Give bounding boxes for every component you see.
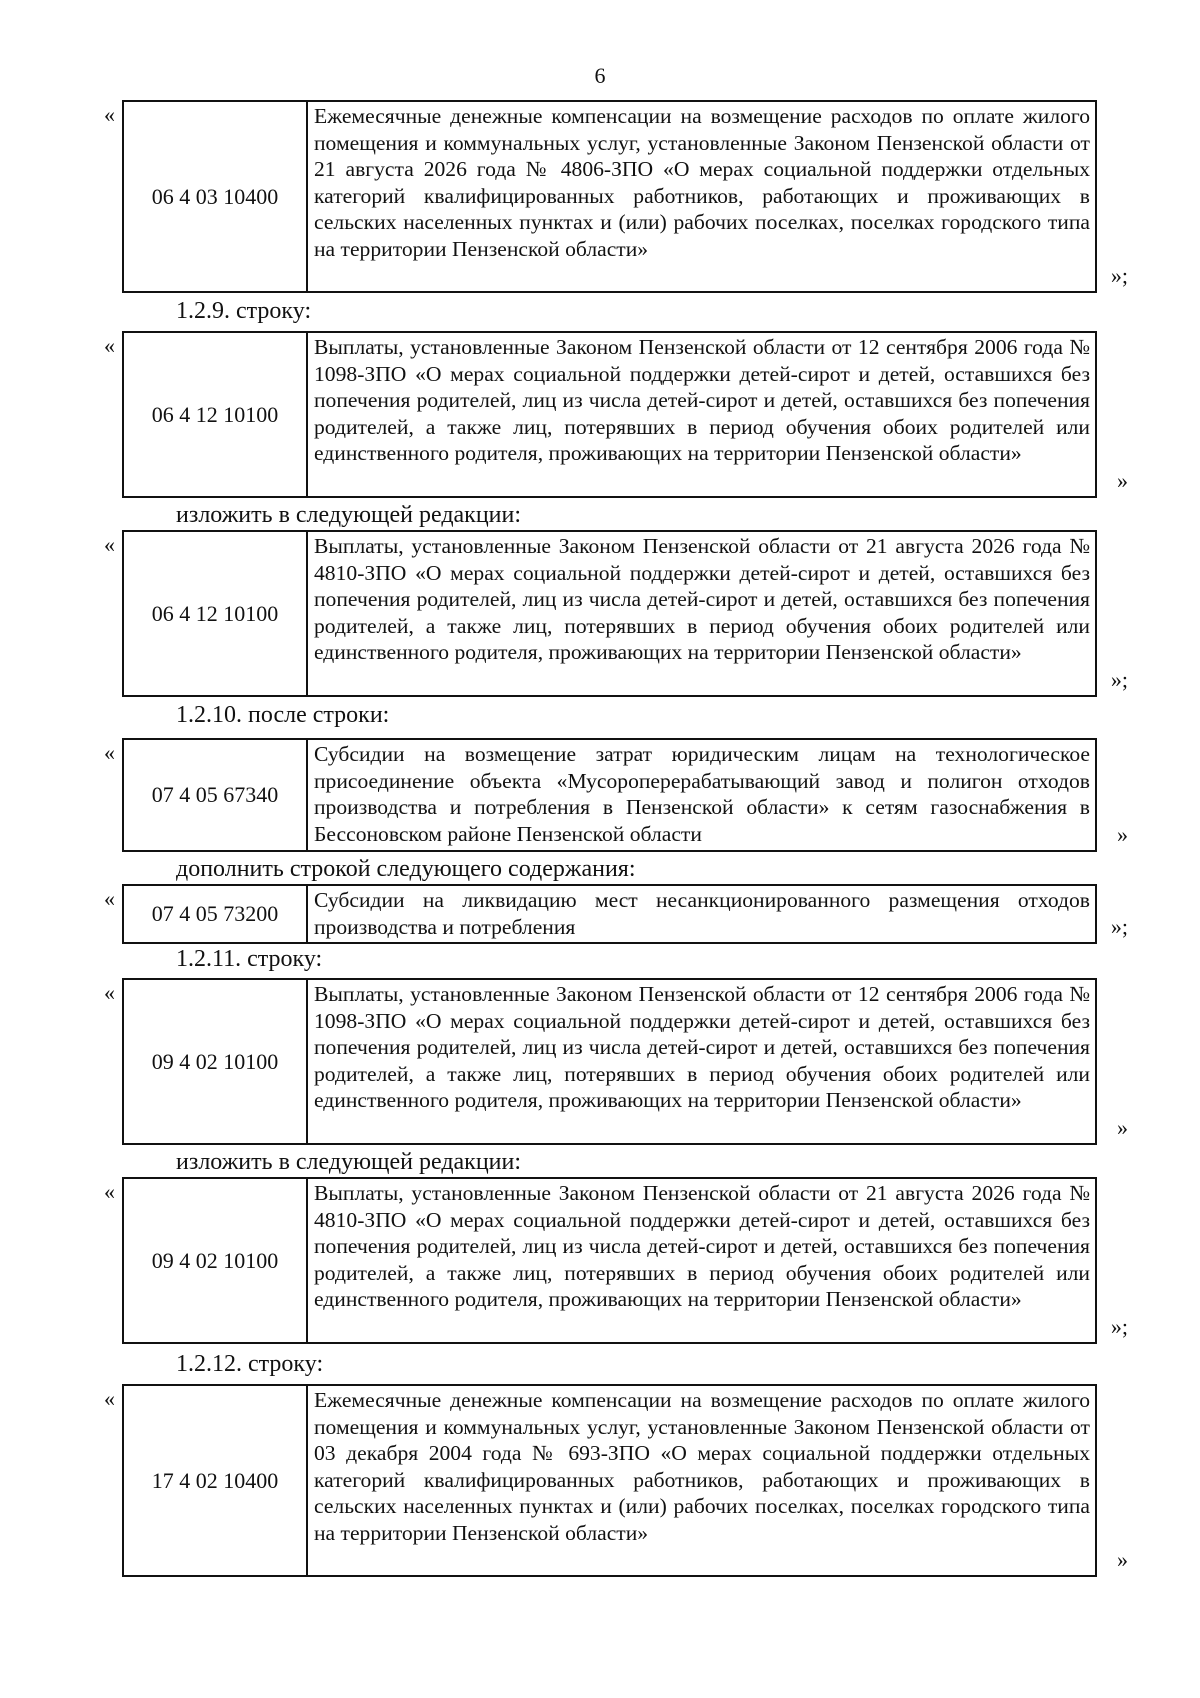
- table-row: [122, 738, 1097, 852]
- close-quote: »: [1117, 1115, 1128, 1140]
- open-quote: «: [104, 1179, 115, 1204]
- open-quote: «: [104, 333, 115, 358]
- table-row: [122, 331, 1097, 498]
- open-quote: «: [104, 740, 115, 765]
- table-row: [122, 1384, 1097, 1577]
- table-row: [122, 978, 1097, 1145]
- budget-code: 06 4 12 10100: [124, 333, 308, 496]
- open-quote: «: [104, 980, 115, 1005]
- table-row-block: [96, 884, 1136, 944]
- row-description: Субсидии на возмещение затрат юридическим лицам на технологическое присоединение объекта «Мусороперерабатывающий завод и полигон отходов производства и потребления в Пензенской области» к сетям газоснабжения в Бессоновском районе Пензенской области: [314, 742, 1090, 846]
- section-heading: изложить в следующей редакции:: [176, 502, 522, 528]
- close-quote: »;: [1110, 667, 1128, 692]
- row-description: Субсидии на ликвидацию мест несанкционированного размещения отходов производства и потребления: [314, 888, 1090, 939]
- close-quote: »;: [1110, 1314, 1128, 1339]
- row-description: Выплаты, установленные Законом Пензенской области от 12 сентября 2006 года № 1098-ЗПО «О мерах социальной поддержки детей-сирот и детей, оставшихся без попечения родителей, лиц из числа детей-сирот и детей, оставшихся без попечения родителей, а также лиц, потерявших в период обучения обоих родителей или единственного родителя, проживающих на территории Пензенской области»: [314, 335, 1090, 466]
- section-heading: изложить в следующей редакции:: [176, 1149, 522, 1175]
- table-row: [122, 530, 1097, 697]
- table-row-block: [96, 978, 1136, 1145]
- close-quote: »: [1117, 1547, 1128, 1572]
- page-number: 6: [594, 63, 606, 88]
- table-row: [122, 1177, 1097, 1344]
- row-description: Ежемесячные денежные компенсации на возмещение расходов по оплате жилого помещения и коммунальных услуг, установленные Законом Пензенской области от 21 августа 2026 года № 4806-ЗПО «О мерах социальной поддержки отдельных категорий квалифицированных работников, работающих и проживающих в сельских населенных пунктах и (или) рабочих поселках, поселках городского типа на территории Пензенской области»: [314, 104, 1090, 261]
- section-heading: 1.2.9. строку:: [176, 298, 312, 324]
- section-heading: 1.2.11. строку:: [176, 946, 323, 972]
- budget-code: 09 4 02 10100: [124, 980, 308, 1143]
- close-quote: »;: [1110, 914, 1128, 939]
- row-description: Выплаты, установленные Законом Пензенской области от 21 августа 2026 года № 4810-ЗПО «О мерах социальной поддержки детей-сирот и детей, оставшихся без попечения родителей, лиц из числа детей-сирот и детей, оставшихся без попечения родителей, а также лиц, потерявших в период обучения обоих родителей или единственного родителя, проживающих на территории Пензенской области»: [314, 1181, 1090, 1312]
- table-row-block: [96, 530, 1136, 697]
- budget-code: 09 4 02 10100: [124, 1179, 308, 1342]
- open-quote: «: [104, 1386, 115, 1411]
- open-quote: «: [104, 102, 115, 127]
- table-row-block: [96, 331, 1136, 498]
- table-row-block: [96, 1384, 1136, 1577]
- row-description: Выплаты, установленные Законом Пензенской области от 12 сентября 2006 года № 1098-ЗПО «О мерах социальной поддержки детей-сирот и детей, оставшихся без попечения родителей, лиц из числа детей-сирот и детей, оставшихся без попечения родителей, а также лиц, потерявших в период обучения обоих родителей или единственного родителя, проживающих на территории Пензенской области»: [314, 982, 1090, 1113]
- close-quote: »;: [1110, 263, 1128, 288]
- row-description: Выплаты, установленные Законом Пензенской области от 21 августа 2026 года № 4810-ЗПО «О мерах социальной поддержки детей-сирот и детей, оставшихся без попечения родителей, лиц из числа детей-сирот и детей, оставшихся без попечения родителей, а также лиц, потерявших в период обучения обоих родителей или единственного родителя, проживающих на территории Пензенской области»: [314, 534, 1090, 665]
- table-row-block: [96, 1177, 1136, 1344]
- close-quote: »: [1117, 822, 1128, 847]
- open-quote: «: [104, 532, 115, 557]
- table-row: [122, 100, 1097, 293]
- row-description: Ежемесячные денежные компенсации на возмещение расходов по оплате жилого помещения и коммунальных услуг, установленные Законом Пензенской области от 03 декабря 2004 года № 693-ЗПО «О мерах социальной поддержки отдельных категорий квалифицированных работников, работающих и проживающих в сельских населенных пунктах и (или) рабочих поселках, поселках городского типа на территории Пензенской области»: [314, 1388, 1090, 1545]
- budget-code: 17 4 02 10400: [124, 1386, 308, 1575]
- table-row-block: [96, 100, 1136, 293]
- budget-code: 06 4 03 10400: [124, 102, 308, 291]
- open-quote: «: [104, 886, 115, 911]
- budget-code: 07 4 05 67340: [124, 740, 308, 850]
- close-quote: »: [1117, 468, 1128, 493]
- table-row: [122, 884, 1097, 944]
- budget-code: 07 4 05 73200: [124, 886, 308, 942]
- table-row-block: [96, 738, 1136, 852]
- section-heading: дополнить строкой следующего содержания:: [176, 856, 636, 882]
- section-heading: 1.2.10. после строки:: [176, 702, 390, 728]
- budget-code: 06 4 12 10100: [124, 532, 308, 695]
- section-heading: 1.2.12. строку:: [176, 1351, 324, 1377]
